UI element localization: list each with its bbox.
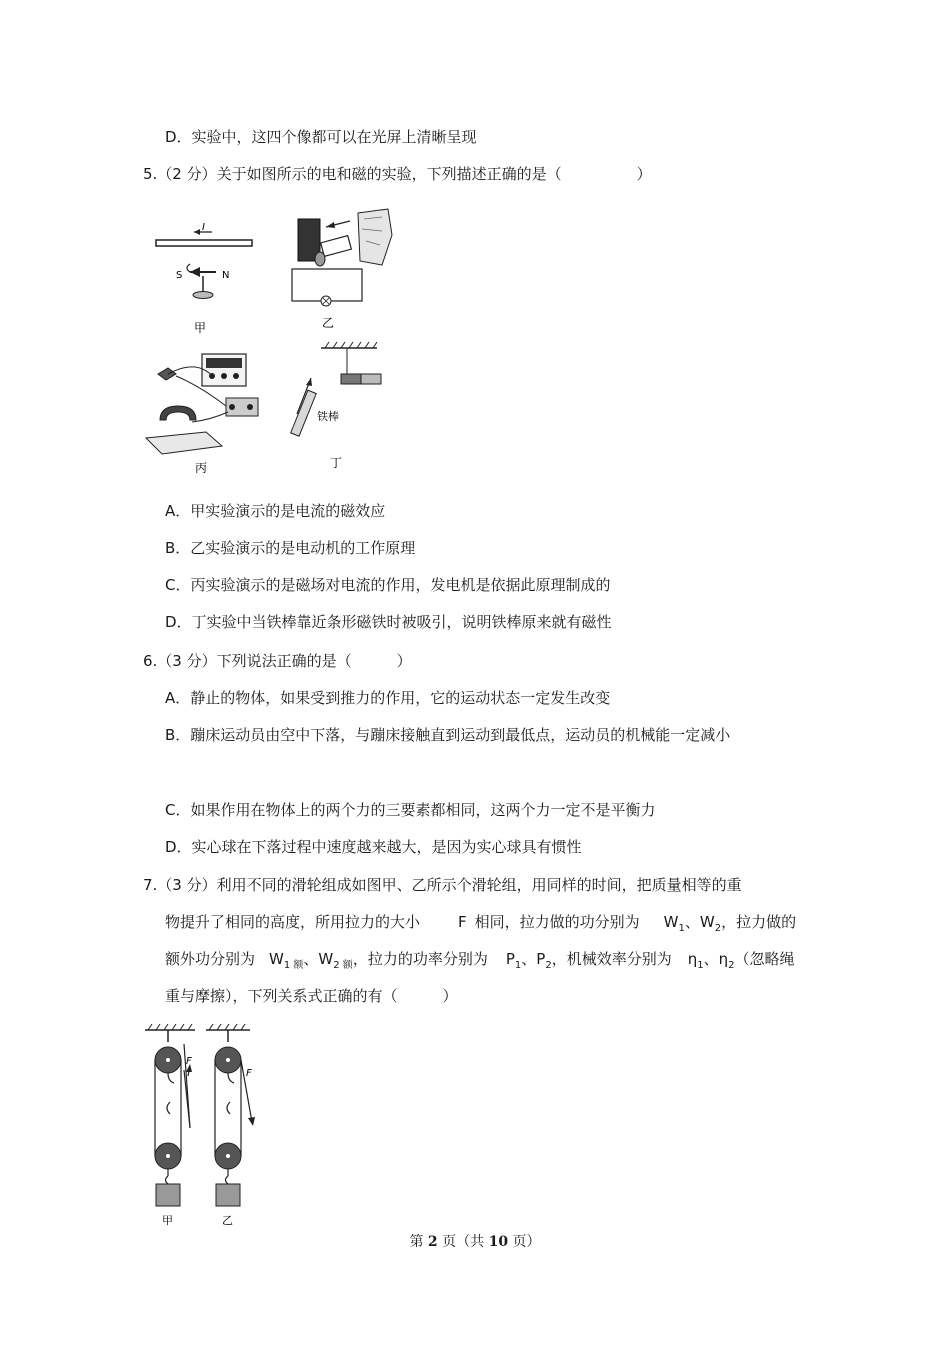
q7-text: ，拉力做的 bbox=[721, 913, 797, 931]
q7-efficiency-symbol: η bbox=[687, 950, 698, 968]
q7-subscript: 2 bbox=[545, 960, 552, 971]
q7-text: ，拉力的功率分别为 bbox=[352, 950, 488, 968]
q7-stem-line-3 bbox=[165, 949, 795, 976]
figure-label-ding: 丁 bbox=[330, 456, 343, 470]
q5-option-b: B．乙实验演示的是电动机的工作原理 bbox=[165, 539, 416, 557]
footer-text: 页（共 bbox=[437, 1234, 489, 1250]
q6-option-d: D．实心球在下落过程中速度越来越大，是因为实心球具有惯性 bbox=[165, 838, 582, 856]
q6-option-a: A．静止的物体，如果受到推力的作用，它的运动状态一定发生改变 bbox=[165, 689, 611, 707]
q7-text: ，机械效率分别为 bbox=[551, 950, 672, 968]
q7-power-symbol: P bbox=[536, 950, 546, 968]
q5-figure-yi bbox=[288, 205, 398, 335]
q7-separator: 、η bbox=[703, 950, 729, 968]
q7-subscript: 1 bbox=[678, 923, 685, 934]
q7-pulley-figure bbox=[140, 1024, 275, 1229]
q7-subscript: 1 额 bbox=[283, 960, 304, 971]
q7-figure-label-yi: 乙 bbox=[222, 1214, 233, 1227]
q7-power-symbol: P bbox=[505, 950, 515, 968]
current-label: I bbox=[202, 222, 205, 233]
q7-text: 额外功分别为 bbox=[165, 950, 256, 968]
north-pole-label: N bbox=[222, 270, 230, 281]
footer-text: 第 bbox=[409, 1234, 428, 1250]
q7-text: （忽略绳 bbox=[734, 950, 795, 968]
q7-extra-work-symbol: W bbox=[269, 950, 284, 968]
q5-option-c: C．丙实验演示的是磁场对电流的作用，发电机是依据此原理制成的 bbox=[165, 576, 611, 594]
q7-text: 相同，拉力做的功分别为 bbox=[474, 913, 640, 931]
q7-jia-force-label: F bbox=[186, 1056, 192, 1067]
q7-stem-line-2 bbox=[165, 912, 796, 939]
q7-stem-line-1: 7.（3 分）利用不同的滑轮组成如图甲、乙所示个滑轮组，用同样的时间，把质量相等的重 bbox=[143, 876, 742, 894]
figure-label-yi: 乙 bbox=[322, 316, 335, 330]
q5-stem: 5.（2 分）关于如图所示的电和磁的实验，下列描述正确的是（ ） bbox=[143, 165, 652, 183]
q5-option-d: D．丁实验中当铁棒靠近条形磁铁时被吸引，说明铁棒原来就有磁性 bbox=[165, 613, 612, 631]
q7-subscript: 2 额 bbox=[333, 960, 353, 971]
q5-option-a: A．甲实验演示的是电流的磁效应 bbox=[165, 502, 386, 520]
south-pole-label: S bbox=[176, 270, 183, 281]
q6-stem: 6.（3 分）下列说法正确的是（ ） bbox=[143, 652, 412, 670]
figure-label-jia: 甲 bbox=[194, 321, 207, 335]
q7-separator: 、 bbox=[684, 913, 700, 931]
q7-yi-force-label: F bbox=[246, 1068, 252, 1079]
q7-force-symbol: F bbox=[458, 913, 467, 931]
q7-separator: 、 bbox=[303, 950, 319, 968]
figure-label-bing: 丙 bbox=[195, 461, 208, 475]
q7-subscript: 2 bbox=[728, 960, 735, 971]
q7-separator: 、 bbox=[521, 950, 537, 968]
iron-rod-label: 铁棒 bbox=[317, 410, 339, 423]
q7-extra-work-symbol: W bbox=[318, 950, 334, 968]
footer-page-number: 2 bbox=[427, 1234, 438, 1250]
q7-work-symbol: W bbox=[699, 913, 715, 931]
q7-subscript: 1 bbox=[697, 960, 704, 971]
q7-work-symbol: W bbox=[663, 913, 679, 931]
q5-figure-ding bbox=[285, 340, 385, 475]
q7-subscript: 1 bbox=[514, 960, 522, 971]
footer-text: 页） bbox=[508, 1234, 541, 1250]
q5-figure-jia bbox=[150, 218, 260, 338]
page-footer bbox=[0, 1231, 950, 1251]
footer-total-pages: 10 bbox=[488, 1234, 509, 1250]
q6-option-c: C．如果作用在物体上的两个力的三要素都相同，这两个力一定不是平衡力 bbox=[165, 801, 656, 819]
q4-option-d: D．实验中，这四个像都可以在光屏上清晰呈现 bbox=[165, 128, 477, 146]
q7-stem-line-4: 重与摩擦），下列关系式正确的有（ ） bbox=[165, 987, 458, 1005]
q7-text: 物提升了相同的高度，所用拉力的大小 bbox=[165, 913, 421, 931]
q5-figure-bing bbox=[140, 350, 265, 478]
q7-figure-label-jia: 甲 bbox=[162, 1214, 173, 1227]
q7-subscript: 2 bbox=[714, 923, 722, 934]
q6-option-b: B．蹦床运动员由空中下落，与蹦床接触直到运动到最低点，运动员的机械能一定减小 bbox=[165, 726, 731, 744]
